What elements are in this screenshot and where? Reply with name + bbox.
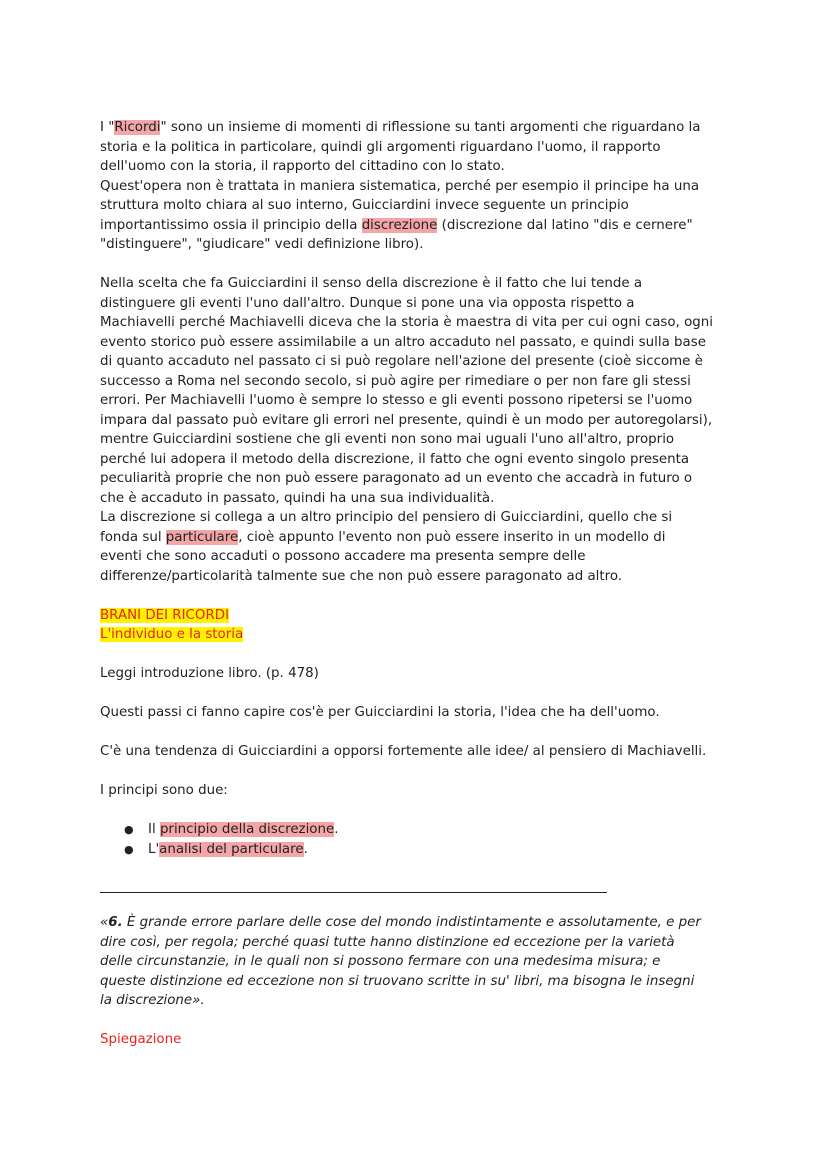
text-line: Machiavelli perché Machiavelli diceva che la storia è maestra di vita per cui ogni caso, ogni	[100, 315, 714, 330]
section-heading	[100, 606, 740, 626]
quote-line: la discrezione».	[100, 993, 205, 1008]
highlight-principle: principio della discrezione	[159, 822, 335, 837]
text-run: Il	[148, 822, 160, 837]
note-line: I principi sono due:	[100, 783, 228, 798]
text-line: mentre Guicciardini sostiene che gli eventi non sono mai uguali l'uno all'altro, proprio	[100, 432, 675, 447]
text-line	[100, 118, 740, 138]
text-run: I "	[100, 120, 115, 135]
discrezione-paragraph	[100, 274, 740, 586]
text-run: " sono un insieme di momenti di riflessione su tanti argomenti che riguardano la	[160, 120, 701, 135]
text-run: , cioè appunto l'evento non può essere inserito in un modello di	[238, 529, 666, 545]
text-line	[100, 216, 740, 236]
text-line: che è accaduto in passato, quindi ha una sua individualità.	[100, 490, 495, 506]
text-line: struttura molto chiara al suo interno, Guicciardini invece seguente un principio	[100, 198, 629, 213]
quote-line: queste distinzione ed eccezione non si truovano scritte in su' libri, ma bisogna le insegni	[100, 973, 695, 989]
text-line: Quest'opera non è trattata in maniera sistematica, perché per esempio il principe ha una	[100, 178, 700, 194]
quote-line: dire così, per regola; perché quasi tutte hanno distinzione ed eccezione per la varietà	[100, 934, 675, 950]
intro-paragraph	[100, 118, 740, 255]
document-page	[100, 118, 740, 1050]
quote-block	[100, 913, 740, 1011]
text-line: Nella scelta che fa Guicciardini il senso della discrezione è il fatto che lui tende a	[100, 276, 643, 291]
highlight-discrezione: discrezione	[361, 217, 438, 233]
text-run: L'	[148, 841, 160, 857]
text-run: importantissimo ossia il principio della	[100, 217, 362, 233]
text-line: perché lui adopera il metodo della discrezione, il fatto che ogni evento singolo presenta	[100, 451, 690, 467]
text-run: fonda sul	[100, 529, 166, 545]
highlight-principle: analisi del particulare	[159, 841, 304, 857]
text-line: eventi che sono accaduti o possono accadere ma presenta sempre delle	[100, 549, 586, 564]
text-line: di quanto accaduto nel passato ci si può regolare nell'azione del presente (cioè siccome è	[100, 354, 703, 369]
explanation-label: Spiegazione	[100, 1032, 182, 1047]
quote-number: 6.	[108, 915, 123, 930]
text-line: successo a Roma nel secondo secolo, si può agire per rimediare o per non fare gli stessi	[100, 373, 691, 389]
highlight-ricordi: Ricordi	[114, 120, 161, 135]
highlight-particulare: particulare	[165, 529, 239, 545]
text-run: È grande errore parlare delle cose del mondo indistintamente e assolutamente, e per	[122, 915, 701, 930]
text-line	[100, 528, 740, 548]
text-line: errori. Per Machiavelli l'uomo è sempre lo stesso e gli eventi possono ripetersi se l'uomo	[100, 393, 693, 408]
text-run: .	[334, 822, 339, 837]
quote-line: delle circunstanzie, in le quali non si possono fermare con una medesima misura; e	[100, 954, 661, 969]
text-line: peculiarità proprie che non può essere paragonato ad un evento che accadrà in futuro o	[100, 471, 693, 486]
note-line: Leggi introduzione libro. (p. 478)	[100, 666, 319, 681]
subheading-text: L'individuo e la storia	[100, 627, 244, 642]
list-item	[100, 820, 740, 840]
quote-line	[100, 913, 740, 933]
heading-text: BRANI DEI RICORDI	[100, 607, 230, 623]
text-line: dell'uomo con la storia, il rapporto del cittadino con lo stato.	[100, 159, 505, 174]
text-line: "distinguere", "giudicare" vedi definizione libro).	[100, 237, 424, 252]
text-line: distinguere gli eventi l'uno dall'altro. Dunque si pone una via opposta rispetto a	[100, 295, 635, 311]
text-line: evento storico può essere assimilabile a un altro accaduto nel passato, e quindi sulla base	[100, 334, 706, 350]
text-line: differenze/particolarità talmente sue che non può essere paragonato ad altro.	[100, 568, 623, 584]
list-item	[100, 840, 740, 860]
quote-mark: «	[100, 915, 109, 930]
text-line: impara dal passato può evitare gli errori nel presente, quindi è un modo per autoregolarsi),	[100, 412, 713, 428]
text-run: (discrezione dal latino "dis e cernere"	[437, 217, 693, 233]
principles-list	[100, 820, 740, 859]
note-line: Questi passi ci fanno capire cos'è per Guicciardini la storia, l'idea che ha dell'uomo.	[100, 705, 660, 720]
text-line: La discrezione si collega a un altro principio del pensiero di Guicciardini, quello che si	[100, 510, 673, 525]
text-run: .	[303, 841, 308, 857]
note-line: C'è una tendenza di Guicciardini a opporsi fortemente alle idee/ al pensiero di Machiavelli.	[100, 744, 707, 759]
text-line: storia e la politica in particolare, quindi gli argomenti riguardano l'uomo, il rapporto	[100, 139, 661, 155]
section-subheading	[100, 625, 740, 645]
